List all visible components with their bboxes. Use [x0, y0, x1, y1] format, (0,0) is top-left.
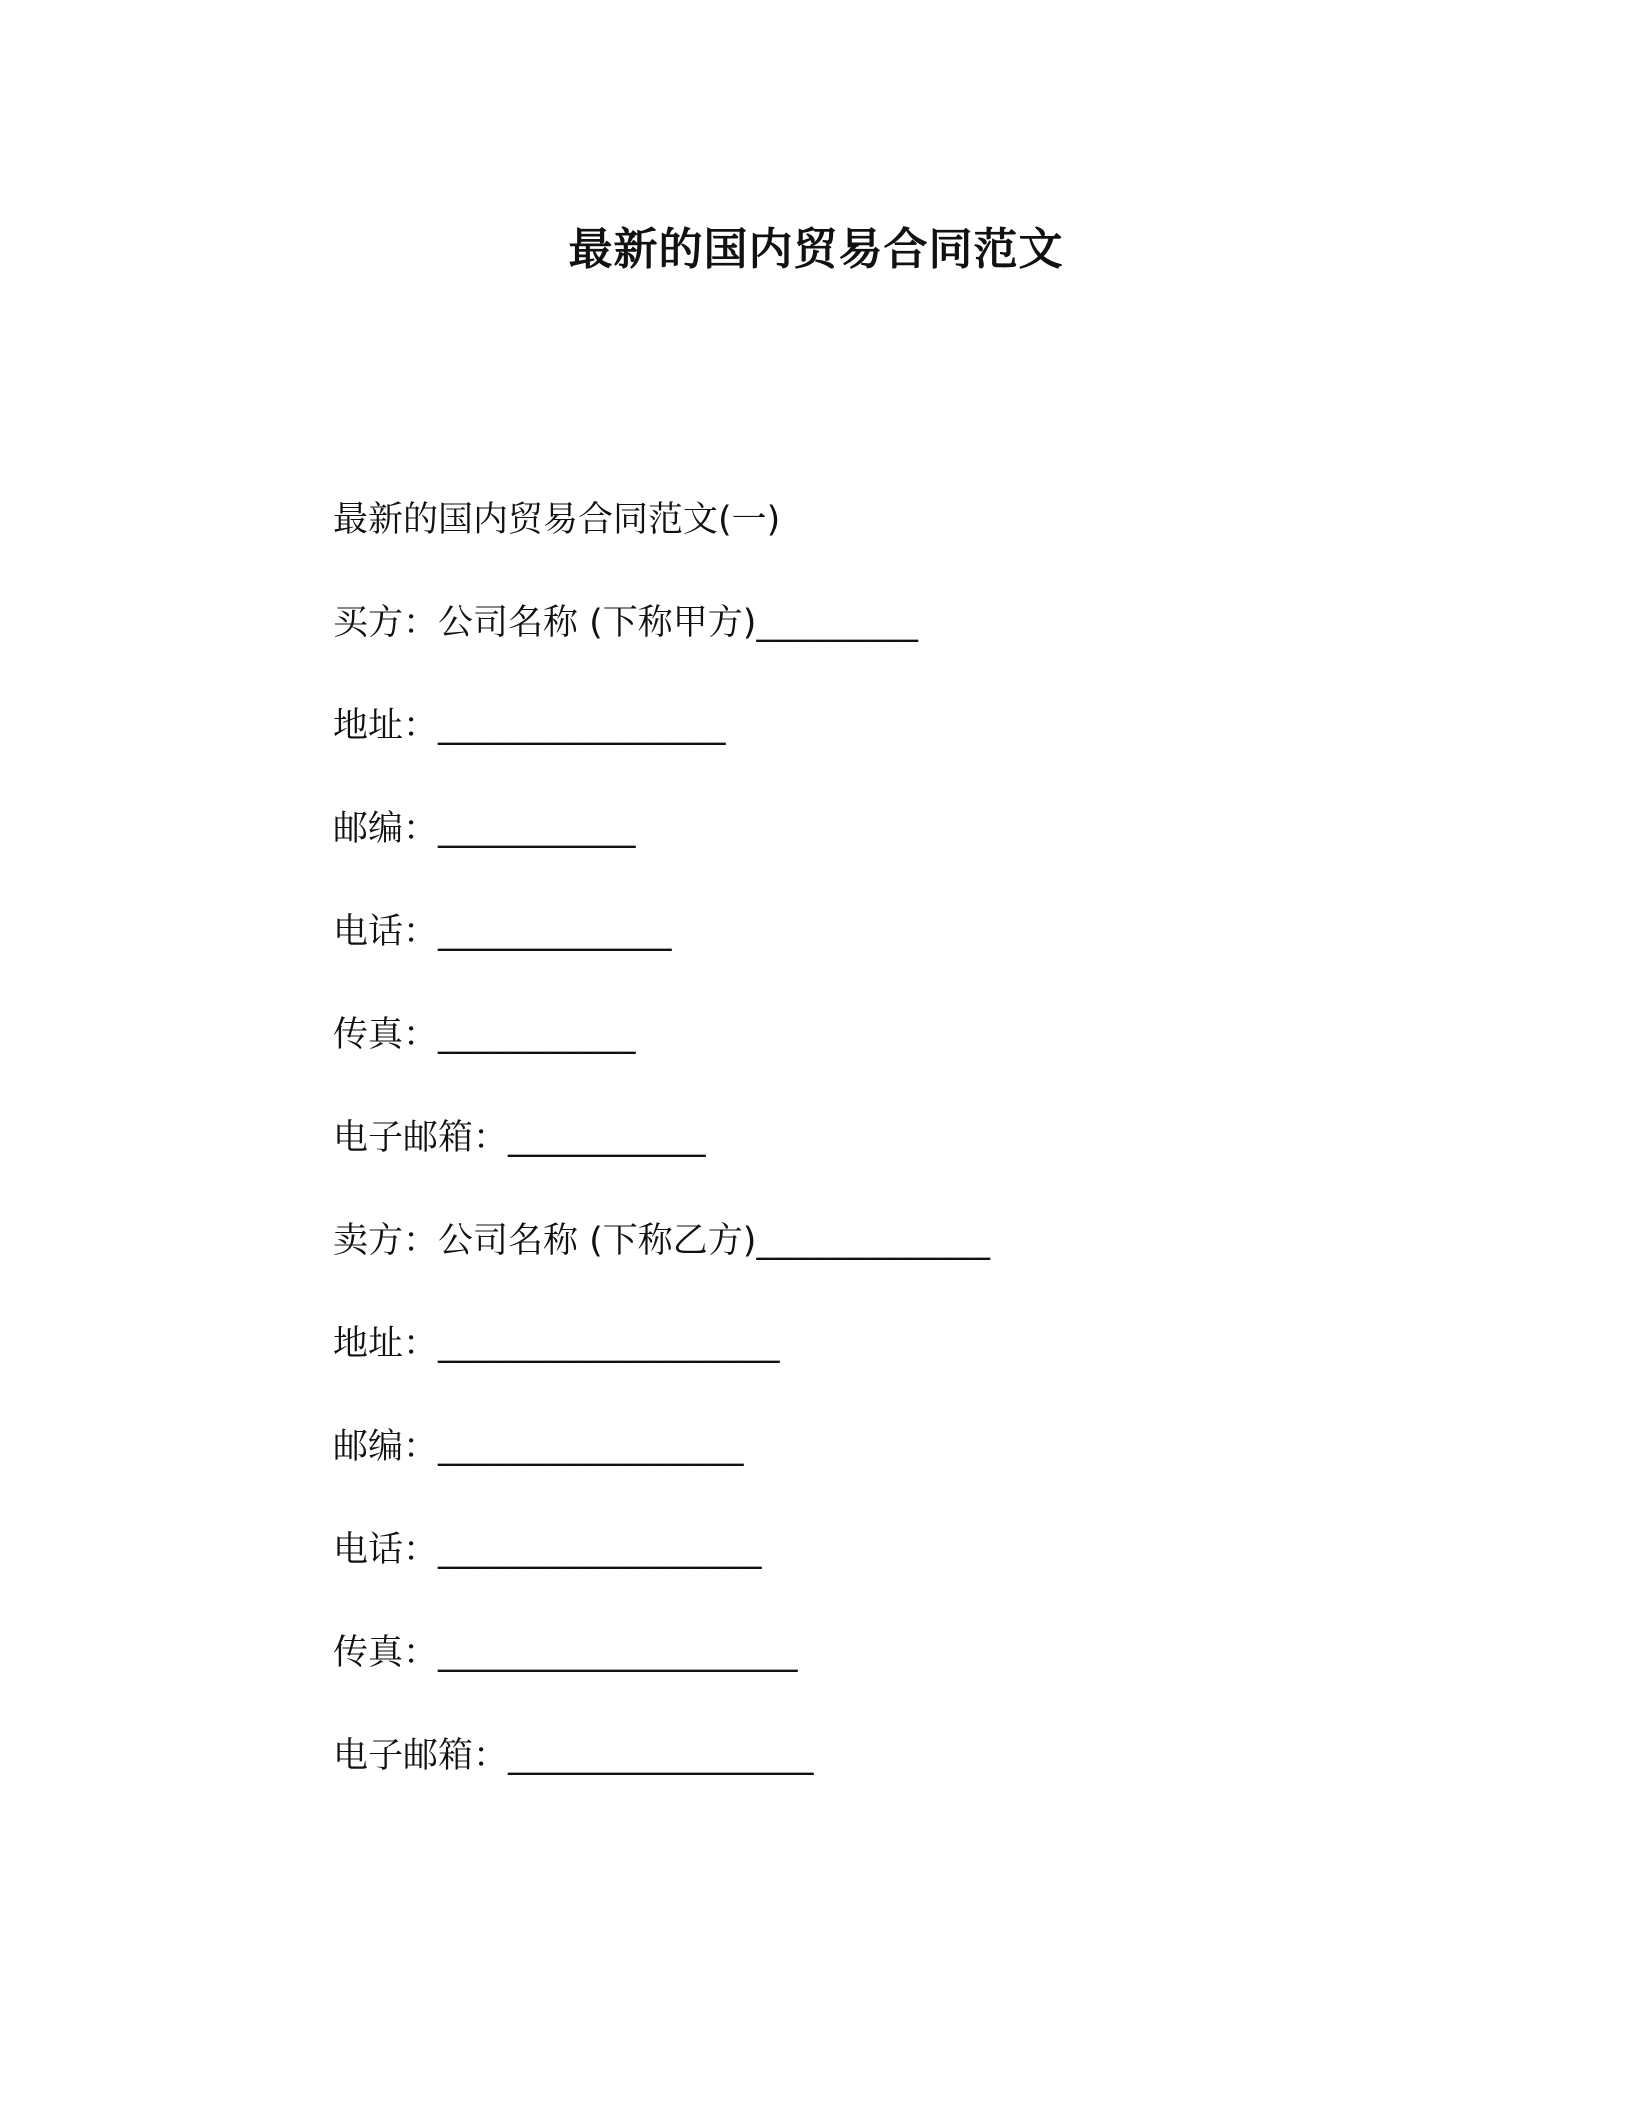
buyer-fax-blank: ___________ — [438, 1015, 637, 1055]
seller-company-label: 卖方：公司名称 (下称乙方) — [333, 1221, 757, 1261]
buyer-email-blank: ___________ — [508, 1118, 707, 1158]
buyer-phone-blank: _____________ — [438, 912, 673, 952]
seller-address-blank: ___________________ — [438, 1324, 781, 1364]
section-heading: 最新的国内贸易合同范文(一) — [333, 500, 781, 540]
buyer-company-blank: _________ — [756, 603, 919, 643]
seller-company-line — [333, 1217, 990, 1265]
buyer-company-line — [333, 599, 918, 647]
seller-address-label: 地址： — [333, 1324, 439, 1364]
seller-postcode-blank: _________________ — [438, 1427, 745, 1467]
buyer-address-label: 地址： — [333, 706, 439, 746]
buyer-postcode-blank: ___________ — [438, 809, 637, 849]
seller-fax-label: 传真： — [333, 1633, 439, 1673]
seller-email-blank: _________________ — [508, 1736, 815, 1776]
seller-company-blank: _____________ — [756, 1221, 991, 1261]
buyer-company-label: 买方：公司名称 (下称甲方) — [333, 603, 757, 643]
seller-postcode-label: 邮编： — [333, 1427, 439, 1467]
buyer-email-label: 电子邮箱： — [333, 1118, 509, 1158]
seller-phone-blank: __________________ — [438, 1530, 763, 1570]
seller-email-line — [333, 1732, 814, 1780]
buyer-address-line — [333, 702, 726, 750]
buyer-phone-line — [333, 908, 672, 956]
buyer-address-blank: ________________ — [438, 706, 727, 746]
seller-phone-label: 电话： — [333, 1530, 439, 1570]
seller-postcode-line — [333, 1423, 744, 1471]
seller-email-label: 电子邮箱： — [333, 1736, 509, 1776]
seller-phone-line — [333, 1526, 762, 1574]
document-title: 最新的国内贸易合同范文 — [568, 224, 1064, 275]
seller-fax-blank: ____________________ — [438, 1633, 799, 1673]
buyer-postcode-line — [333, 805, 636, 853]
buyer-email-line — [333, 1114, 706, 1162]
seller-fax-line — [333, 1629, 798, 1677]
buyer-fax-label: 传真： — [333, 1015, 439, 1055]
buyer-fax-line — [333, 1011, 636, 1059]
buyer-postcode-label: 邮编： — [333, 809, 439, 849]
buyer-phone-label: 电话： — [333, 912, 439, 952]
seller-address-line — [333, 1320, 780, 1368]
